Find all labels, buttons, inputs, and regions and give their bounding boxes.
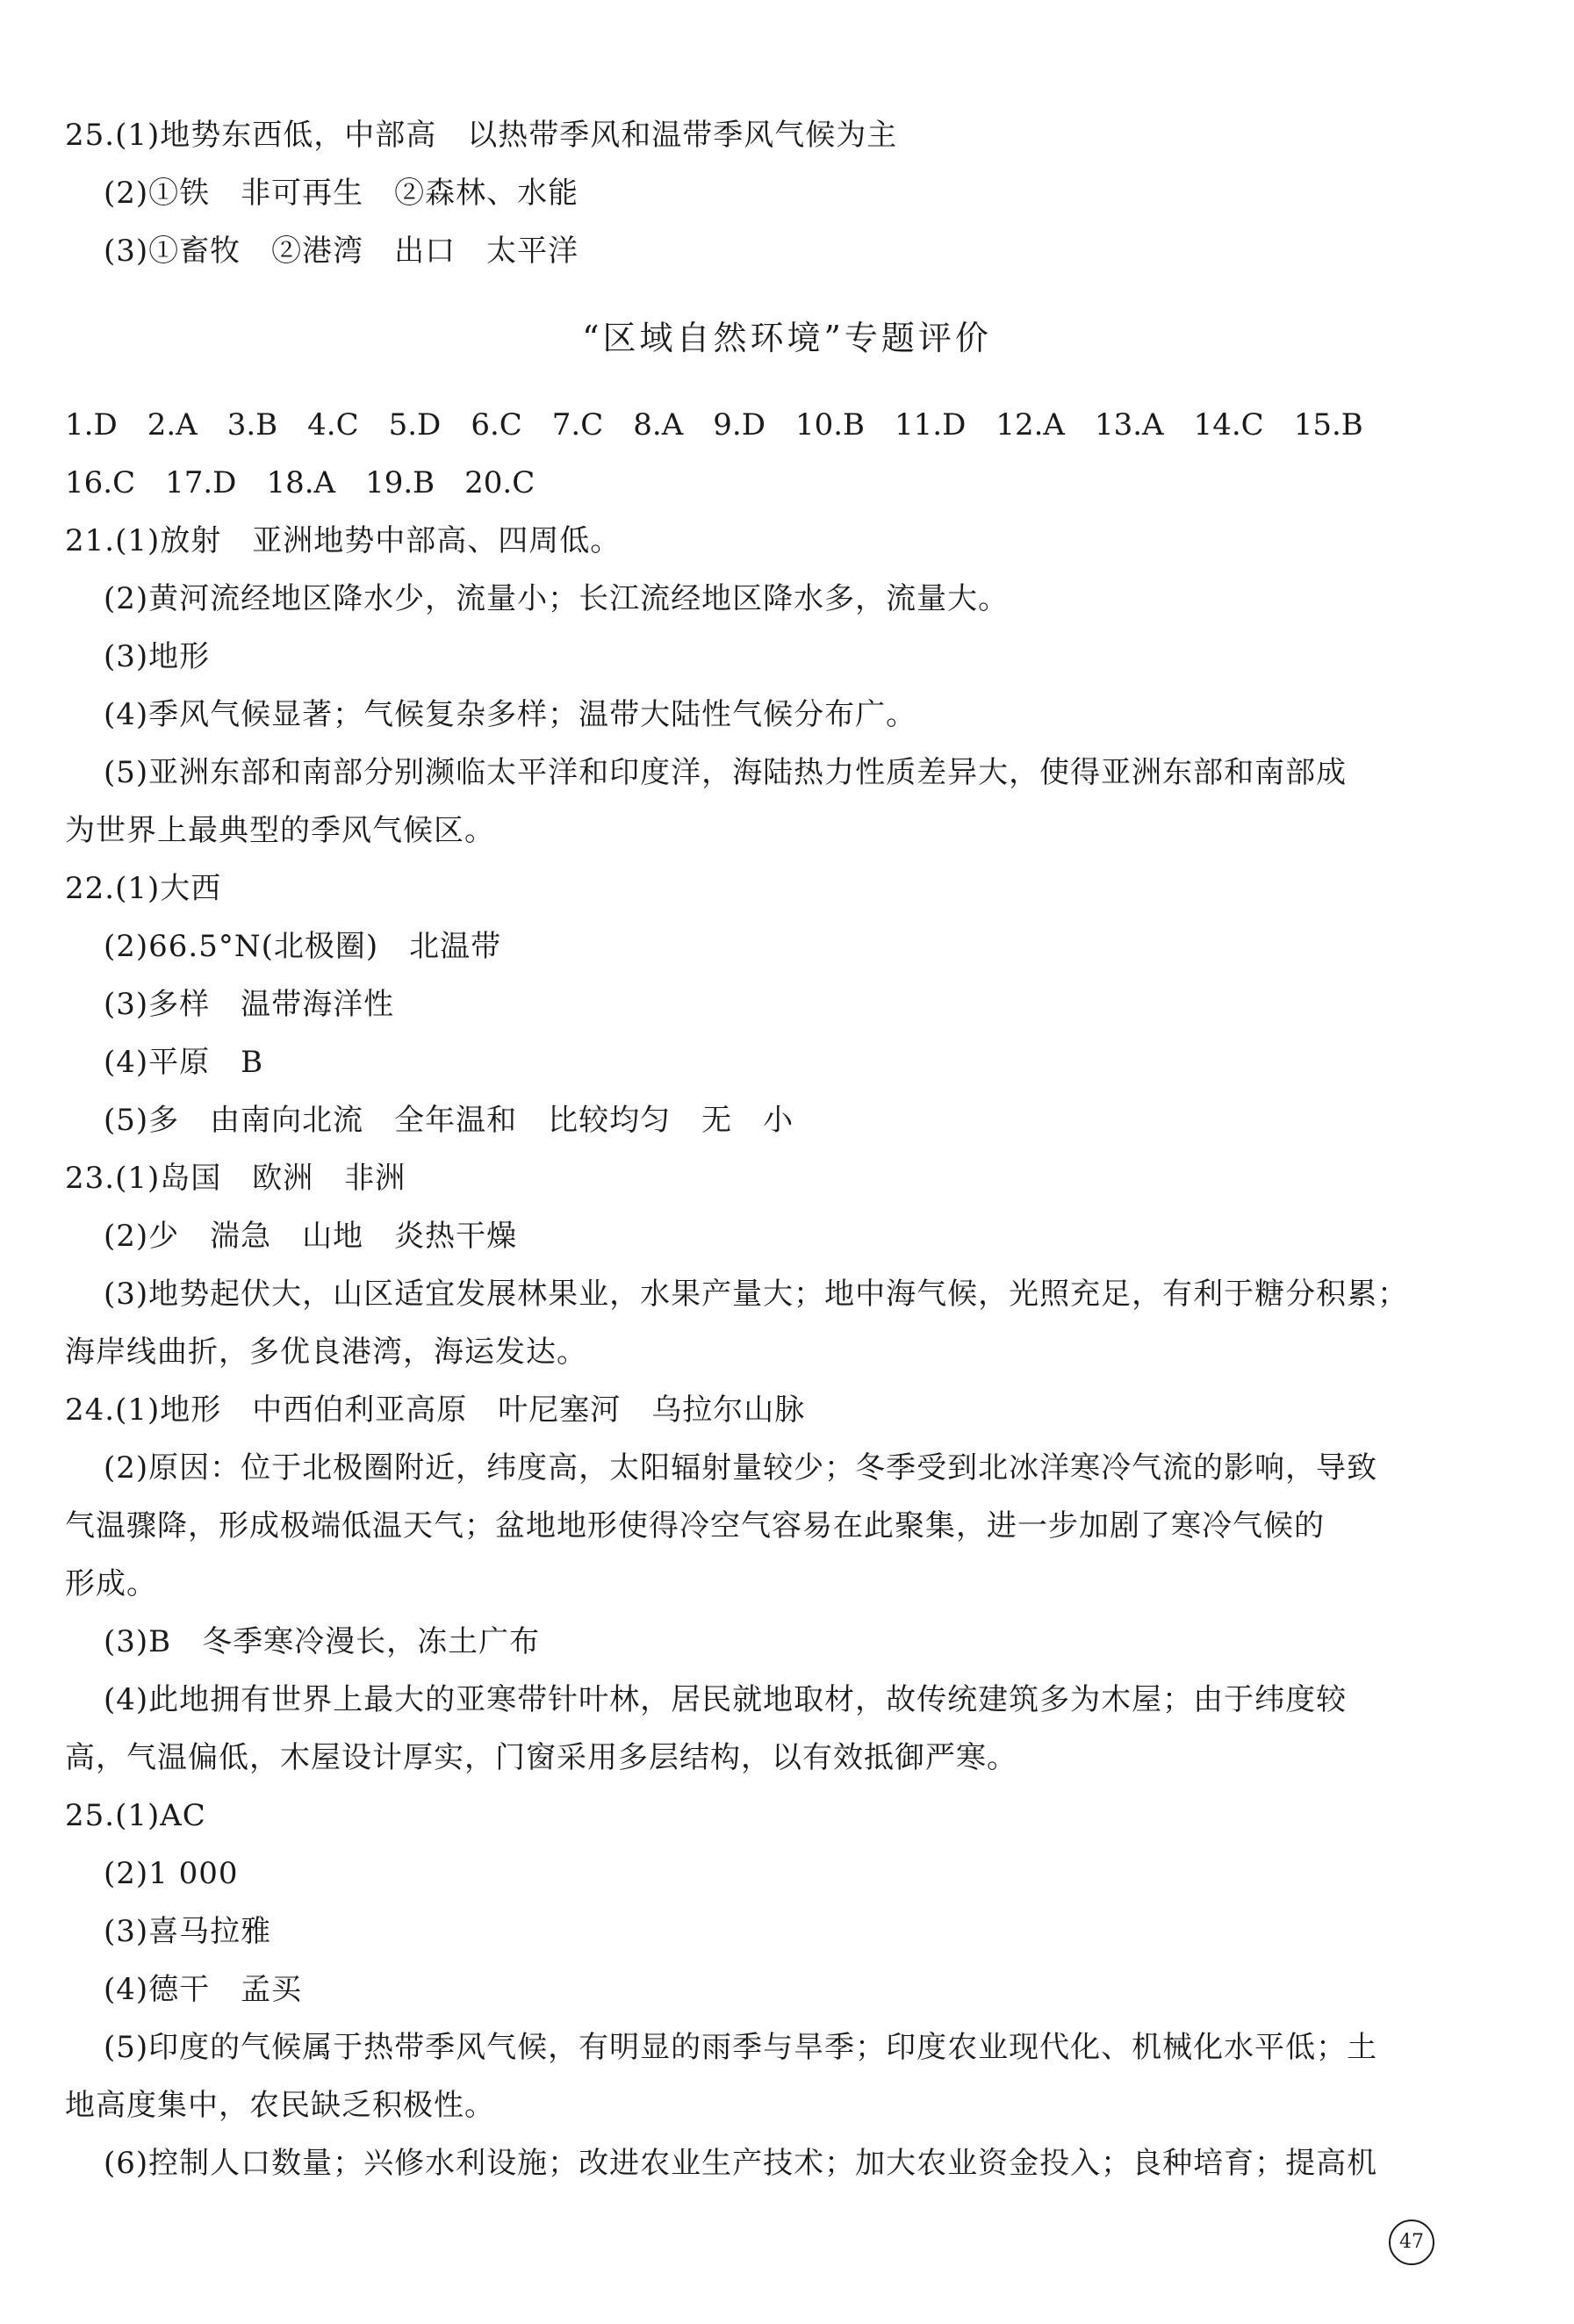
choice-answer: 3.B bbox=[226, 407, 278, 442]
answer-line: 为世界上最典型的季风气候区。 bbox=[65, 813, 495, 848]
choice-answers-row-1 bbox=[65, 406, 1393, 444]
answer-line: (2)66.5°N(北极圈) 北温带 bbox=[104, 929, 502, 964]
answer-line: (3)地势起伏大，山区适宜发展林果业，水果产量大；地中海气候，光照充足，有利于糖分积累； bbox=[104, 1277, 1409, 1312]
answer-line: (3)B 冬季寒冷漫长，冻土广布 bbox=[104, 1624, 541, 1659]
choice-answer: 8.A bbox=[633, 407, 684, 442]
choice-answer: 14.C bbox=[1193, 407, 1264, 442]
answer-line: (4)季风气候显著；气候复杂多样；温带大陆性气候分布广。 bbox=[104, 697, 917, 732]
choice-answers-row-2 bbox=[65, 464, 564, 502]
choice-answer: 10.B bbox=[794, 407, 866, 442]
choice-answer: 6.C bbox=[471, 407, 522, 442]
answer-line: 23.(1)岛国 欧洲 非洲 bbox=[65, 1161, 406, 1196]
page-number: 47 bbox=[1389, 2220, 1434, 2265]
answer-line: 21.(1)放射 亚洲地势中部高、四周低。 bbox=[65, 523, 622, 558]
answer-line: (2)黄河流经地区降水少，流量小；长江流经地区降水多，流量大。 bbox=[104, 581, 1010, 616]
choice-answer: 13.A bbox=[1094, 407, 1164, 442]
choice-answer: 9.D bbox=[713, 407, 765, 442]
answer-line: (5)多 由南向北流 全年温和 比较均匀 无 小 bbox=[104, 1103, 794, 1138]
answer-line: (2)1 000 bbox=[104, 1856, 239, 1891]
answer-line: 22.(1)大西 bbox=[65, 871, 222, 906]
answer-line: (3)多样 温带海洋性 bbox=[104, 987, 395, 1022]
answer-line: 25.(1)AC bbox=[65, 1798, 206, 1833]
choice-answer: 12.A bbox=[995, 407, 1065, 442]
section-title: “区域自然环境”专题评价 bbox=[582, 319, 992, 357]
answer-line: 形成。 bbox=[65, 1566, 157, 1601]
choice-answer: 11.D bbox=[895, 407, 967, 442]
answer-line: (6)控制人口数量；兴修水利设施；改进农业生产技术；加大农业资金投入；良种培育；提高机 bbox=[104, 2146, 1378, 2181]
answer-line: 气温骤降，形成极端低温天气；盆地地形使得冷空气容易在此聚集，进一步加剧了寒冷气候的 bbox=[65, 1508, 1325, 1543]
answer-line-25-2-prev: (2)①铁 非可再生 ②森林、水能 bbox=[104, 176, 579, 211]
answer-line: (4)平原 B bbox=[104, 1045, 264, 1080]
answer-line: (3)喜马拉雅 bbox=[104, 1914, 272, 1949]
choice-answer: 5.D bbox=[388, 407, 442, 442]
choice-answer: 2.A bbox=[147, 407, 198, 442]
choice-answer: 7.C bbox=[551, 407, 604, 442]
answer-line-25-3-prev: (3)①畜牧 ②港湾 出口 太平洋 bbox=[104, 234, 579, 269]
answer-line: (2)原因：位于北极圈附近，纬度高，太阳辐射量较少；冬季受到北冰洋寒冷气流的影响，导致 bbox=[104, 1450, 1378, 1486]
choice-answer: 16.C bbox=[65, 465, 136, 500]
answer-line: (4)此地拥有世界上最大的亚寒带针叶林，居民就地取材，故传统建筑多为木屋；由于纬度较 bbox=[104, 1682, 1348, 1717]
answer-line: 海岸线曲折，多优良港湾，海运发达。 bbox=[65, 1335, 587, 1370]
choice-answer: 20.C bbox=[464, 465, 535, 500]
answer-line: (5)亚洲东部和南部分别濒临太平洋和印度洋，海陆热力性质差异大，使得亚洲东部和南部成 bbox=[104, 755, 1348, 790]
answer-line: (5)印度的气候属于热带季风气候，有明显的雨季与旱季；印度农业现代化、机械化水平低；土 bbox=[104, 2030, 1378, 2065]
choice-answer: 19.B bbox=[365, 465, 435, 500]
answer-line: (4)德干 孟买 bbox=[104, 1972, 303, 2007]
choice-answer: 17.D bbox=[165, 465, 237, 500]
answer-line-25-1-prev: 25.(1)地势东西低，中部高 以热带季风和温带季风气候为主 bbox=[65, 118, 898, 153]
answer-line: 24.(1)地形 中西伯利亚高原 叶尼塞河 乌拉尔山脉 bbox=[65, 1392, 806, 1428]
choice-answer: 18.A bbox=[266, 465, 336, 500]
choice-answer: 15.B bbox=[1293, 407, 1363, 442]
choice-answer: 4.C bbox=[307, 407, 359, 442]
answer-line: 地高度集中，农民缺乏积极性。 bbox=[65, 2088, 495, 2123]
choice-answer: 1.D bbox=[65, 407, 118, 442]
answer-line: (2)少 湍急 山地 炎热干燥 bbox=[104, 1219, 518, 1254]
answer-line: (3)地形 bbox=[104, 639, 211, 674]
answer-line: 高，气温偏低，木屋设计厚实，门窗采用多层结构，以有效抵御严寒。 bbox=[65, 1740, 1017, 1775]
